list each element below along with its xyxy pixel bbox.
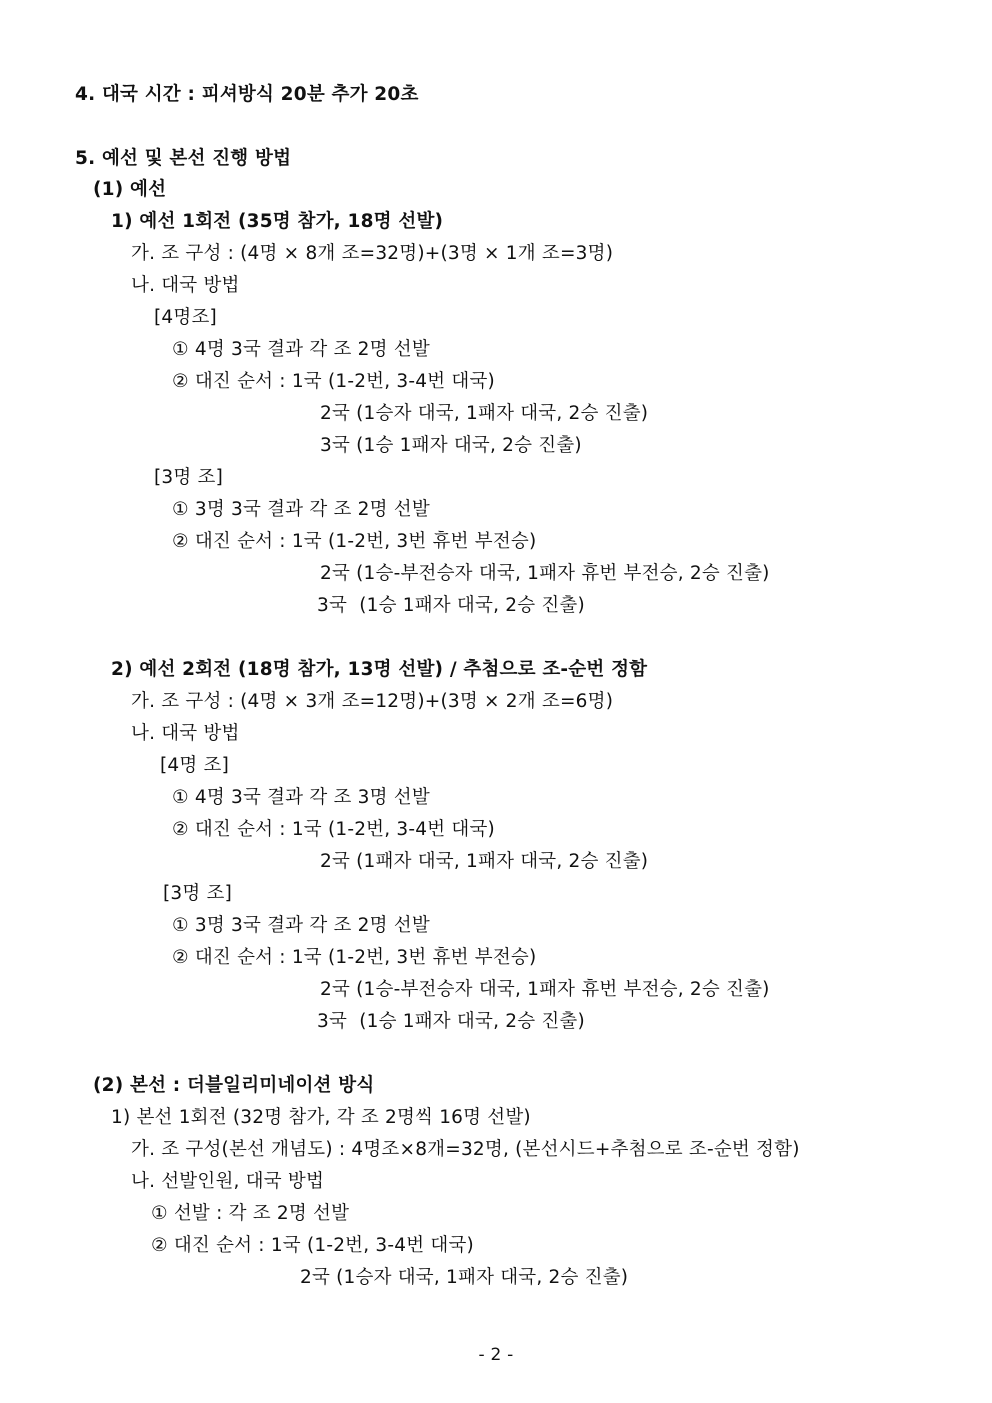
round1-4p-selection: ① 4명 3국 결과 각 조 2명 선발 bbox=[172, 339, 430, 360]
section-5-heading: 5. 예선 및 본선 진행 방법 bbox=[75, 148, 292, 169]
subsection-main: (2) 본선 : 더블일리미네이션 방식 bbox=[93, 1075, 375, 1096]
round2-4person-group-label: [4명 조] bbox=[160, 755, 230, 776]
subsection-prelim: (1) 예선 bbox=[93, 179, 167, 200]
round1-group-composition: 가. 조 구성 : (4명 × 8개 조=32명)+(3명 × 1개 조=3명) bbox=[131, 243, 614, 264]
main-round1-heading: 1) 본선 1회전 (32명 참가, 각 조 2명씩 16명 선발) bbox=[111, 1107, 531, 1128]
round1-4p-order-game1: ② 대진 순서 : 1국 (1-2번, 3-4번 대국) bbox=[172, 371, 495, 392]
round1-3person-group-label: [3명 조] bbox=[154, 467, 224, 488]
prelim-round2-heading: 2) 예선 2회전 (18명 참가, 13명 선발) / 추첨으로 조-순번 정함 bbox=[111, 659, 648, 680]
round2-3p-order-game1: ② 대진 순서 : 1국 (1-2번, 3번 휴번 부전승) bbox=[172, 947, 537, 968]
round1-3p-game2: 2국 (1승-부전승자 대국, 1패자 휴번 부전승, 2승 진출) bbox=[320, 563, 770, 584]
main-selection-method: 나. 선발인원, 대국 방법 bbox=[131, 1171, 325, 1192]
round1-3p-game3: 3국 (1승 1패자 대국, 2승 진출) bbox=[317, 595, 585, 616]
round2-3person-group-label: [3명 조] bbox=[163, 883, 233, 904]
round2-4p-order-game1: ② 대진 순서 : 1국 (1-2번, 3-4번 대국) bbox=[172, 819, 495, 840]
main-order-game1: ② 대진 순서 : 1국 (1-2번, 3-4번 대국) bbox=[151, 1235, 474, 1256]
round1-3p-selection: ① 3명 3국 결과 각 조 2명 선발 bbox=[172, 499, 430, 520]
round2-3p-selection: ① 3명 3국 결과 각 조 2명 선발 bbox=[172, 915, 430, 936]
round2-group-composition: 가. 조 구성 : (4명 × 3개 조=12명)+(3명 × 2개 조=6명) bbox=[131, 691, 614, 712]
main-selection: ① 선발 : 각 조 2명 선발 bbox=[151, 1203, 350, 1224]
round1-match-method: 나. 대국 방법 bbox=[131, 275, 240, 296]
round2-3p-game2: 2국 (1승-부전승자 대국, 1패자 휴번 부전승, 2승 진출) bbox=[320, 979, 770, 1000]
round2-match-method: 나. 대국 방법 bbox=[131, 723, 240, 744]
main-game2: 2국 (1승자 대국, 1패자 대국, 2승 진출) bbox=[300, 1267, 629, 1288]
round1-3p-order-game1: ② 대진 순서 : 1국 (1-2번, 3번 휴번 부전승) bbox=[172, 531, 537, 552]
main-group-composition: 가. 조 구성(본선 개념도) : 4명조×8개=32명, (본선시드+추첨으로 조-순번 정함) bbox=[131, 1139, 800, 1160]
round2-4p-game2: 2국 (1패자 대국, 1패자 대국, 2승 진출) bbox=[320, 851, 649, 872]
page-number: - 2 - bbox=[478, 1345, 514, 1365]
section-4-heading: 4. 대국 시간 : 피셔방식 20분 추가 20초 bbox=[75, 84, 419, 105]
prelim-round1-heading: 1) 예선 1회전 (35명 참가, 18명 선발) bbox=[111, 211, 444, 232]
round1-4person-group-label: [4명조] bbox=[154, 307, 217, 328]
round2-3p-game3: 3국 (1승 1패자 대국, 2승 진출) bbox=[317, 1011, 585, 1032]
round1-4p-game3: 3국 (1승 1패자 대국, 2승 진출) bbox=[320, 435, 582, 456]
round2-4p-selection: ① 4명 3국 결과 각 조 3명 선발 bbox=[172, 787, 430, 808]
round1-4p-game2: 2국 (1승자 대국, 1패자 대국, 2승 진출) bbox=[320, 403, 649, 424]
